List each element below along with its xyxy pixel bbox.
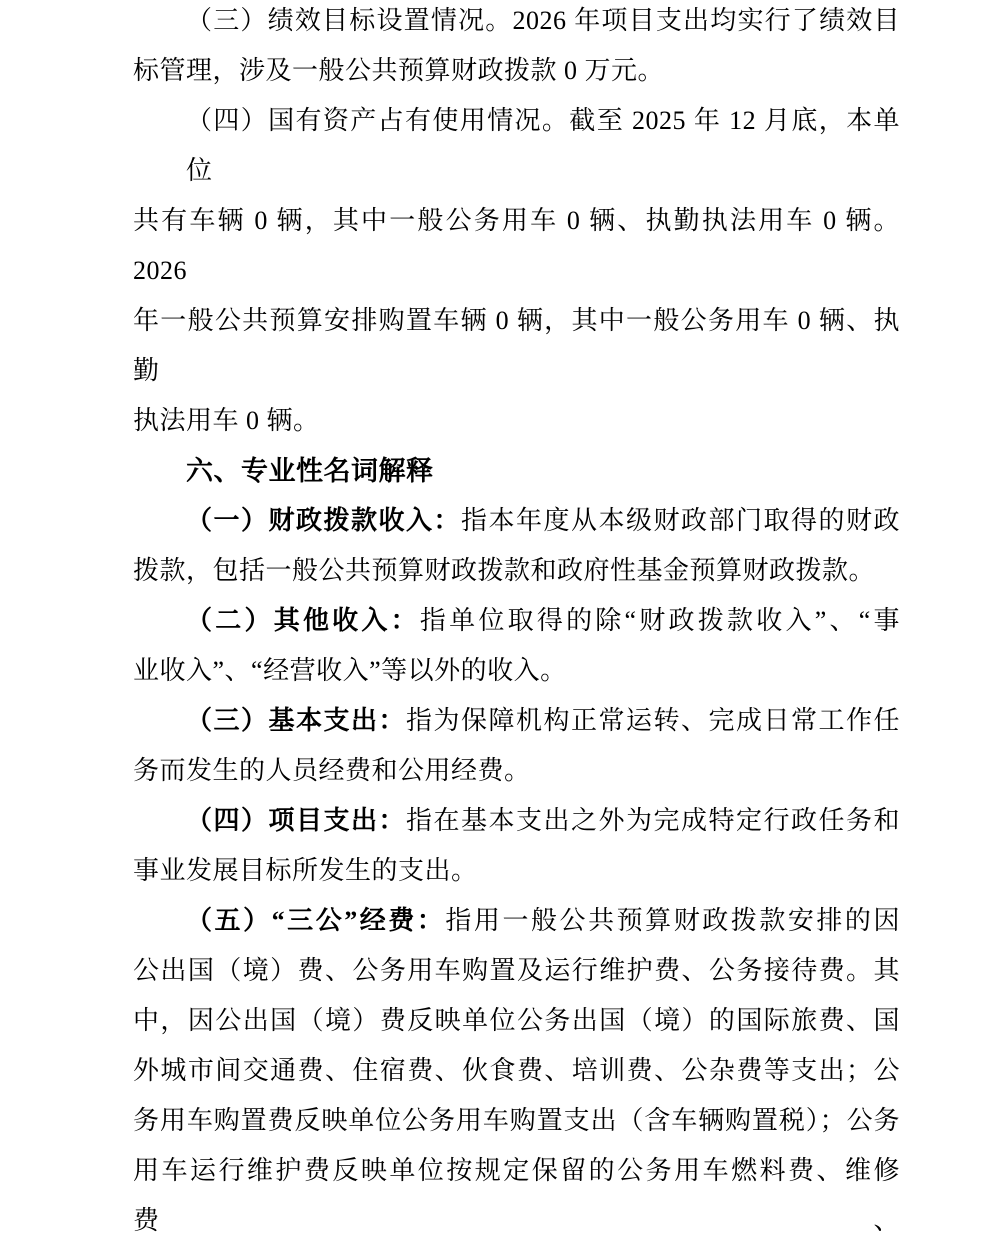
text-line xyxy=(133,896,900,946)
body-text: 指为保障机构正常运转、完成日常工作任 xyxy=(406,706,900,735)
paragraph-term-fiscal-appropriation-income xyxy=(133,496,900,596)
text-line xyxy=(133,546,900,596)
term-label: （二）其他收入： xyxy=(186,606,420,635)
text-line xyxy=(133,646,900,696)
body-text: （三）绩效目标设置情况。2026 年项目支出均实行了绩效目 xyxy=(186,6,900,35)
text-line xyxy=(133,746,900,796)
text-line xyxy=(133,1146,900,1246)
text-line xyxy=(133,696,900,746)
body-text: 公出国（境）费、公务用车购置及运行维护费、公务接待费。其 xyxy=(133,956,900,985)
text-line xyxy=(133,796,900,846)
body-text: 指本年度从本级财政部门取得的财政 xyxy=(461,506,900,535)
paragraph-term-other-income xyxy=(133,596,900,696)
paragraph-state-owned-assets xyxy=(133,96,900,446)
paragraph-performance-target-setting xyxy=(133,0,900,96)
document-page xyxy=(133,0,900,1246)
term-label: （五）“三公”经费： xyxy=(186,906,446,935)
body-text: 外城市间交通费、住宿费、伙食费、培训费、公杂费等支出；公 xyxy=(133,1056,900,1085)
heading-text: 六、专业性名词解释 xyxy=(186,456,434,486)
term-label: （四）项目支出： xyxy=(186,806,406,835)
body-text: 指在基本支出之外为完成特定行政任务和 xyxy=(406,806,900,835)
body-text: 年一般公共预算安排购置车辆 0 辆，其中一般公务用车 0 辆、执勤 xyxy=(133,306,900,385)
body-text: 务用车购置费反映单位公务用车购置支出（含车辆购置税）；公务 xyxy=(133,1106,900,1135)
body-text: 事业发展目标所发生的支出。 xyxy=(133,856,478,885)
body-text: 中，因公出国（境）费反映单位公务出国（境）的国际旅费、国 xyxy=(133,1006,900,1035)
body-text: 指用一般公共预算财政拨款安排的因 xyxy=(445,906,900,935)
body-text: 用车运行维护费反映单位按规定保留的公务用车燃料费、维修费、 xyxy=(133,1156,900,1235)
body-text: 业收入”、“经营收入”等以外的收入。 xyxy=(133,656,567,685)
text-line xyxy=(133,46,900,96)
body-text: 拨款，包括一般公共预算财政拨款和政府性基金预算财政拨款。 xyxy=(133,556,876,585)
text-line xyxy=(133,496,900,546)
body-text: 标管理，涉及一般公共预算财政拨款 0 万元。 xyxy=(133,56,665,85)
text-line xyxy=(133,296,900,396)
text-line xyxy=(133,0,900,46)
text-line xyxy=(133,1096,900,1146)
body-text: 执法用车 0 辆。 xyxy=(133,406,320,435)
body-text: 指单位取得的除“财政拨款收入”、“事 xyxy=(419,606,900,635)
text-line xyxy=(133,946,900,996)
text-line xyxy=(133,846,900,896)
text-line xyxy=(133,1046,900,1096)
text-line xyxy=(133,996,900,1046)
paragraph-term-basic-expenditure xyxy=(133,696,900,796)
text-line xyxy=(133,396,900,446)
text-line xyxy=(133,596,900,646)
body-text: 务而发生的人员经费和公用经费。 xyxy=(133,756,531,785)
body-text: 共有车辆 0 辆，其中一般公务用车 0 辆、执勤执法用车 0 辆。2026 xyxy=(133,206,900,285)
body-text: （四）国有资产占有使用情况。截至 2025 年 12 月底，本单位 xyxy=(186,106,900,185)
paragraph-term-three-public-funds xyxy=(133,896,900,1246)
paragraph-term-project-expenditure xyxy=(133,796,900,896)
text-line xyxy=(133,96,900,196)
section-heading xyxy=(133,446,900,496)
text-line xyxy=(133,196,900,296)
term-label: （三）基本支出： xyxy=(186,706,406,735)
term-label: （一）财政拨款收入： xyxy=(186,506,461,535)
section-heading-glossary xyxy=(133,446,900,496)
